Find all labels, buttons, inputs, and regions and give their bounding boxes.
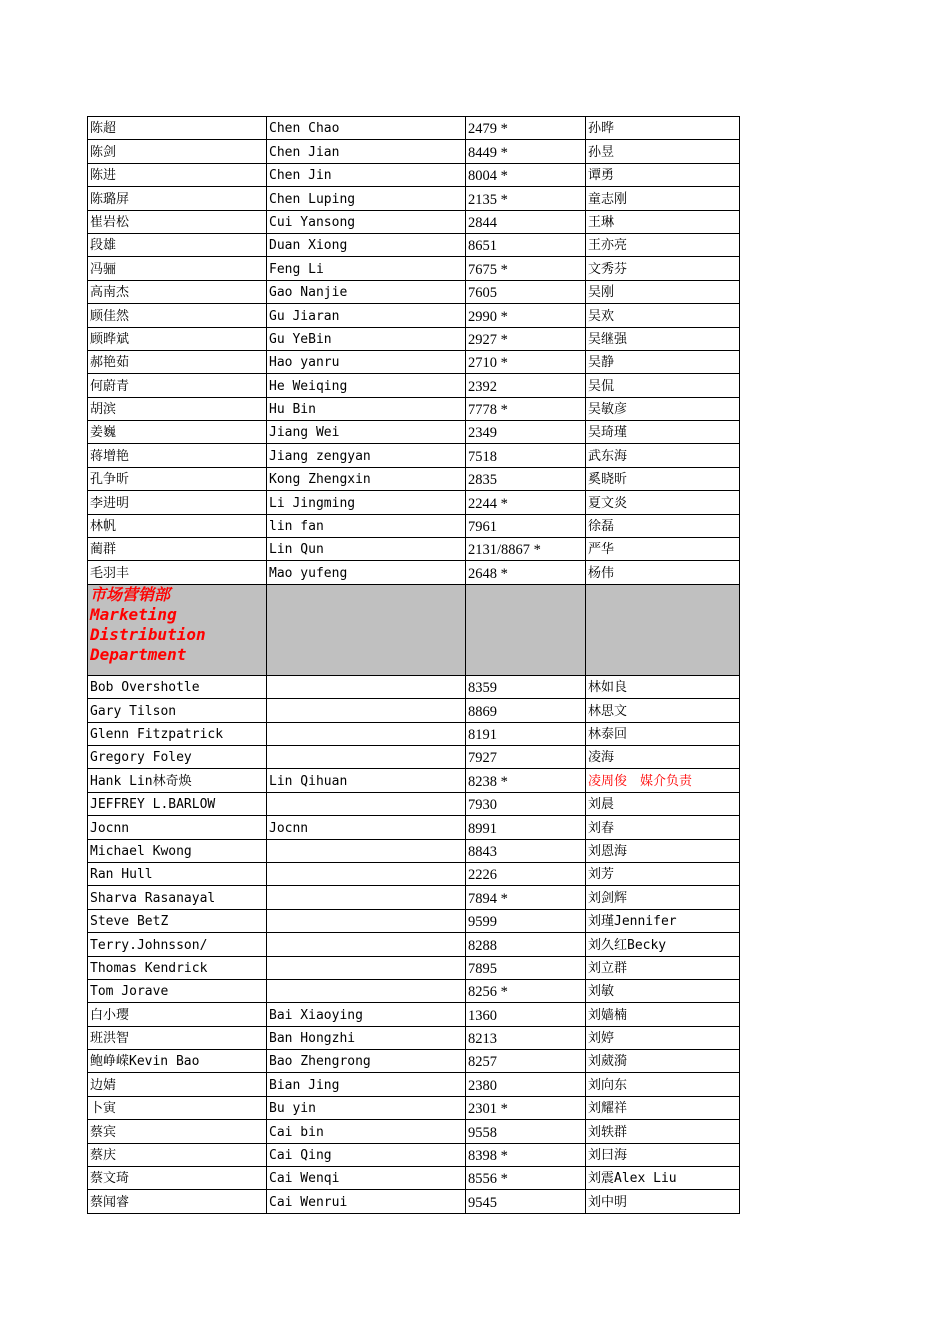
extension-cell: 2710 * [466,350,586,373]
name-cell: JEFFREY L.BARLOW [88,792,267,815]
extension-cell: 1360 [466,1003,586,1026]
name-cell: 顾佳然 [88,304,267,327]
extension-cell: 8256 * [466,979,586,1002]
name-cell: Ran Hull [88,862,267,885]
directory-rows-bottom [88,675,740,1213]
colleague-cell: 刘曰海 [586,1143,740,1166]
extension-cell: 2244 * [466,491,586,514]
colleague-cell: 刘芳 [586,862,740,885]
table-row [88,304,740,327]
table-row [88,1026,740,1049]
extension-cell: 7961 [466,514,586,537]
table-row [88,792,740,815]
colleague-cell: 谭勇 [586,163,740,186]
name-cell: 蔡闻睿 [88,1190,267,1213]
colleague-cell: 刘嫱楠 [586,1003,740,1026]
pinyin-cell: Jiang Wei [267,421,466,444]
extension-cell: 2380 [466,1073,586,1096]
name-cell: Tom Jorave [88,979,267,1002]
colleague-cell: 吴静 [586,350,740,373]
pinyin-cell [267,956,466,979]
colleague-cell: 刘震Alex Liu [586,1167,740,1190]
pinyin-cell [267,792,466,815]
colleague-cell: 刘恩海 [586,839,740,862]
colleague-cell: 刘立群 [586,956,740,979]
colleague-cell: 吴继强 [586,327,740,350]
table-row [88,862,740,885]
extension-cell: 9558 [466,1120,586,1143]
pinyin-cell: Cai Wenqi [267,1167,466,1190]
name-cell: 孔争昕 [88,467,267,490]
name-cell: 胡滨 [88,397,267,420]
colleague-cell: 刘敏 [586,979,740,1002]
colleague-cell: 刘久红Becky [586,933,740,956]
pinyin-cell [267,909,466,932]
name-cell: Michael Kwong [88,839,267,862]
pinyin-cell: Chen Jian [267,140,466,163]
pinyin-cell: Duan Xiong [267,233,466,256]
colleague-cell: 吴琦瑾 [586,421,740,444]
colleague-cell: 刘向东 [586,1073,740,1096]
table-row [88,514,740,537]
pinyin-cell: Gu Jiaran [267,304,466,327]
table-row [88,491,740,514]
department-title-en-2: Distribution [90,624,206,644]
name-cell: 陈进 [88,163,267,186]
table-row [88,397,740,420]
name-cell: 郝艳茹 [88,350,267,373]
table-row [88,1050,740,1073]
extension-cell: 2131/8867 * [466,538,586,561]
colleague-cell: 王亦亮 [586,233,740,256]
pinyin-cell [267,933,466,956]
extension-cell: 2844 [466,210,586,233]
extension-cell: 7518 [466,444,586,467]
pinyin-cell: Hao yanru [267,350,466,373]
pinyin-cell: Cai Wenrui [267,1190,466,1213]
pinyin-cell: Kong Zhengxin [267,467,466,490]
name-cell: 李进明 [88,491,267,514]
table-row [88,444,740,467]
department-cell-empty [466,584,586,675]
table-row [88,233,740,256]
table-row [88,909,740,932]
pinyin-cell: Li Jingming [267,491,466,514]
extension-cell: 8869 [466,699,586,722]
extension-cell: 8991 [466,816,586,839]
extension-cell: 8238 * [466,769,586,792]
colleague-cell: 文秀芬 [586,257,740,280]
table-row [88,117,740,140]
extension-cell: 2392 [466,374,586,397]
extension-cell: 9599 [466,909,586,932]
colleague-cell: 吴刚 [586,280,740,303]
table-row [88,350,740,373]
pinyin-cell: Feng Li [267,257,466,280]
pinyin-cell: Chen Chao [267,117,466,140]
name-cell: 陈超 [88,117,267,140]
extension-cell: 8191 [466,722,586,745]
pinyin-cell [267,745,466,768]
table-row [88,722,740,745]
pinyin-cell [267,675,466,698]
name-cell: 班洪智 [88,1026,267,1049]
extension-cell: 8449 * [466,140,586,163]
table-row [88,187,740,210]
colleague-cell: 吴侃 [586,374,740,397]
extension-cell: 2648 * [466,561,586,584]
pinyin-cell: Mao yufeng [267,561,466,584]
department-cell-empty [586,584,740,675]
name-cell: 毛羽丰 [88,561,267,584]
extension-cell: 8556 * [466,1167,586,1190]
table-row [88,257,740,280]
colleague-cell: 刘葳漪 [586,1050,740,1073]
name-cell: 边婧 [88,1073,267,1096]
name-cell: Gary Tilson [88,699,267,722]
pinyin-cell [267,839,466,862]
name-cell: Gregory Foley [88,745,267,768]
extension-cell: 8843 [466,839,586,862]
pinyin-cell: Chen Luping [267,187,466,210]
colleague-cell: 吴敏彦 [586,397,740,420]
table-row [88,467,740,490]
table-row [88,327,740,350]
table-row [88,163,740,186]
pinyin-cell: Cai bin [267,1120,466,1143]
pinyin-cell [267,699,466,722]
name-cell: Terry.Johnsson/ [88,933,267,956]
name-cell: 蔺群 [88,538,267,561]
colleague-cell: 王琳 [586,210,740,233]
extension-cell: 9545 [466,1190,586,1213]
colleague-cell: 夏文炎 [586,491,740,514]
extension-cell: 7927 [466,745,586,768]
name-cell: 蔡文琦 [88,1167,267,1190]
department-title-en-1: Marketing [90,604,177,624]
department-header-row [88,584,740,675]
table-row [88,956,740,979]
table-row [88,140,740,163]
extension-cell: 2835 [466,467,586,490]
colleague-cell: 孙昱 [586,140,740,163]
name-cell: 陈剑 [88,140,267,163]
name-cell: Thomas Kendrick [88,956,267,979]
department-title [88,584,267,675]
pinyin-cell: He Weiqing [267,374,466,397]
name-cell: 蔡庆 [88,1143,267,1166]
name-cell: 白小璎 [88,1003,267,1026]
extension-cell: 8213 [466,1026,586,1049]
extension-cell: 8398 * [466,1143,586,1166]
table-row [88,210,740,233]
pinyin-cell: lin fan [267,514,466,537]
colleague-cell: 刘轶群 [586,1120,740,1143]
colleague-cell: 刘耀祥 [586,1096,740,1119]
colleague-cell: 武东海 [586,444,740,467]
pinyin-cell: Bu yin [267,1096,466,1119]
name-cell: 陈璐屏 [88,187,267,210]
pinyin-cell: Bian Jing [267,1073,466,1096]
extension-cell: 2135 * [466,187,586,210]
name-cell: Jocnn [88,816,267,839]
table-row [88,1190,740,1213]
table-row [88,933,740,956]
table-row [88,886,740,909]
department-title-en-3: Department [90,644,187,664]
colleague-cell: 林泰回 [586,722,740,745]
colleague-cell: 林思文 [586,699,740,722]
table-row [88,280,740,303]
table-row [88,421,740,444]
extension-cell: 8004 * [466,163,586,186]
extension-cell: 2479 * [466,117,586,140]
table-row [88,699,740,722]
extension-cell: 8257 [466,1050,586,1073]
extension-cell: 8359 [466,675,586,698]
table-row [88,374,740,397]
name-cell: 蒋增艳 [88,444,267,467]
pinyin-cell: Bai Xiaoying [267,1003,466,1026]
name-cell: 高南杰 [88,280,267,303]
colleague-cell: 刘瑾Jennifer [586,909,740,932]
table-row [88,1096,740,1119]
department-section [88,584,740,675]
extension-cell: 2927 * [466,327,586,350]
name-cell: 何蔚青 [88,374,267,397]
colleague-cell: 杨伟 [586,561,740,584]
name-cell: Glenn Fitzpatrick [88,722,267,745]
name-cell: 段雄 [88,233,267,256]
table-row [88,816,740,839]
pinyin-cell: Lin Qun [267,538,466,561]
colleague-cell: 奚晓昕 [586,467,740,490]
pinyin-cell: Chen Jin [267,163,466,186]
name-cell: 卜寅 [88,1096,267,1119]
colleague-cell: 凌海 [586,745,740,768]
extension-cell: 8288 [466,933,586,956]
table-row [88,1143,740,1166]
pinyin-cell [267,862,466,885]
directory-rows-top [88,117,740,585]
name-cell: 崔岩松 [88,210,267,233]
name-cell: Bob Overshotle [88,675,267,698]
table-row [88,538,740,561]
colleague-cell: 孙晔 [586,117,740,140]
table-row [88,745,740,768]
colleague-cell: 童志刚 [586,187,740,210]
table-row [88,561,740,584]
extension-cell: 7894 * [466,886,586,909]
name-cell: Hank Lin林奇焕 [88,769,267,792]
pinyin-cell: Bao Zhengrong [267,1050,466,1073]
extension-cell: 2301 * [466,1096,586,1119]
extension-cell: 7605 [466,280,586,303]
name-cell: 蔡宾 [88,1120,267,1143]
colleague-cell: 严华 [586,538,740,561]
pinyin-cell [267,722,466,745]
pinyin-cell: Cui Yansong [267,210,466,233]
department-cell-empty [267,584,466,675]
table-row [88,675,740,698]
name-cell: 冯骊 [88,257,267,280]
pinyin-cell [267,886,466,909]
extension-cell: 2990 * [466,304,586,327]
extension-cell: 7930 [466,792,586,815]
pinyin-cell: Lin Qihuan [267,769,466,792]
colleague-cell: 林如良 [586,675,740,698]
table-row [88,979,740,1002]
name-cell: 顾晔斌 [88,327,267,350]
table-row [88,1073,740,1096]
colleague-cell: 刘晨 [586,792,740,815]
pinyin-cell: Ban Hongzhi [267,1026,466,1049]
table-row [88,839,740,862]
colleague-cell: 徐磊 [586,514,740,537]
name-cell: 姜巍 [88,421,267,444]
colleague-cell: 刘剑辉 [586,886,740,909]
extension-cell: 7895 [466,956,586,979]
table-row [88,769,740,792]
pinyin-cell: Gao Nanjie [267,280,466,303]
name-cell: Sharva Rasanayal [88,886,267,909]
extension-cell: 7778 * [466,397,586,420]
colleague-cell: 刘春 [586,816,740,839]
pinyin-cell: Jocnn [267,816,466,839]
pinyin-cell [267,979,466,1002]
pinyin-cell: Jiang zengyan [267,444,466,467]
colleague-cell: 吴欢 [586,304,740,327]
table-row [88,1167,740,1190]
extension-cell: 2226 [466,862,586,885]
table-row [88,1120,740,1143]
extension-cell: 7675 * [466,257,586,280]
name-cell: 鲍峥嵘Kevin Bao [88,1050,267,1073]
colleague-cell: 凌周俊 媒介负责 [586,769,740,792]
colleague-cell: 刘中明 [586,1190,740,1213]
department-title-cn: 市场营销部 [90,584,171,604]
name-cell: Steve BetZ [88,909,267,932]
name-cell: 林帆 [88,514,267,537]
pinyin-cell: Cai Qing [267,1143,466,1166]
table-row [88,1003,740,1026]
directory-table [87,116,740,1214]
extension-cell: 2349 [466,421,586,444]
colleague-cell: 刘婷 [586,1026,740,1049]
pinyin-cell: Gu YeBin [267,327,466,350]
pinyin-cell: Hu Bin [267,397,466,420]
extension-cell: 8651 [466,233,586,256]
